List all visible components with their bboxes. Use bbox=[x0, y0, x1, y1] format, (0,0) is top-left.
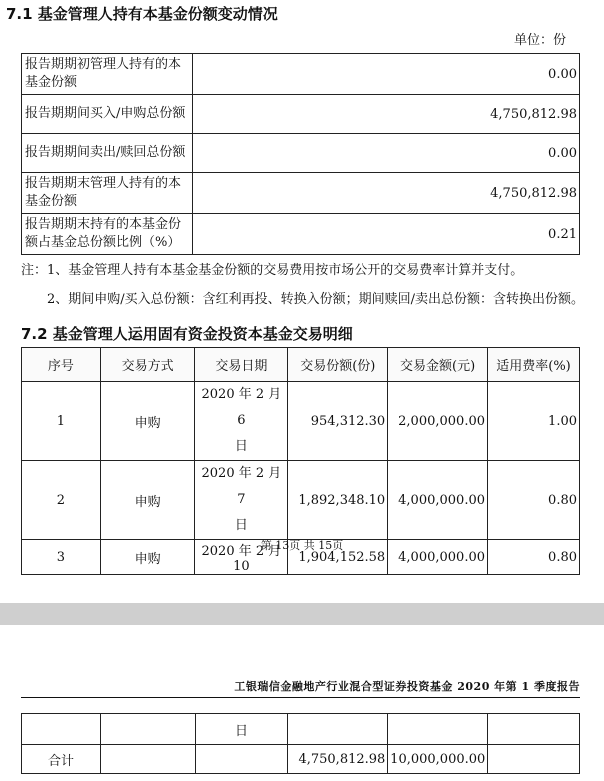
row-label: 报告期期初管理人持有的本基金份额 bbox=[22, 54, 193, 95]
cell-rate bbox=[488, 745, 580, 774]
table-row bbox=[22, 714, 580, 745]
cell-type bbox=[101, 745, 196, 774]
cell-shares: 954,312.30 bbox=[288, 382, 388, 461]
row-value: 0.00 bbox=[193, 54, 580, 95]
row-label: 报告期期间卖出/赎回总份额 bbox=[22, 134, 193, 173]
cell-amount: 4,000,000.00 bbox=[388, 540, 488, 575]
row-value: 4,750,812.98 bbox=[193, 173, 580, 214]
date-line-1: 2020 年 2 月 7 bbox=[201, 466, 282, 507]
report-header: 工银瑞信金融地产行业混合型证券投资基金 2020 年第 1 季度报告 bbox=[234, 680, 580, 693]
cell-date bbox=[195, 461, 288, 540]
cell-rate: 0.80 bbox=[488, 540, 580, 575]
cell-amount: 2,000,000.00 bbox=[388, 382, 488, 461]
table-row bbox=[22, 214, 580, 255]
holding-change-table bbox=[21, 53, 580, 255]
cell-total-amount: 10,000,000.00 bbox=[388, 745, 488, 774]
cell-date: 日 bbox=[195, 714, 288, 745]
table-row bbox=[22, 173, 580, 214]
unit-label: 单位：份 bbox=[514, 33, 567, 48]
row-value: 0.21 bbox=[193, 214, 580, 255]
cell-amount bbox=[388, 714, 488, 745]
table-row bbox=[22, 461, 580, 540]
table-header-row bbox=[22, 348, 580, 382]
table-row bbox=[22, 95, 580, 134]
page-separator bbox=[0, 603, 604, 625]
cell-shares bbox=[288, 714, 388, 745]
cell-no: 2 bbox=[22, 461, 101, 540]
transaction-detail-table-continued bbox=[21, 713, 580, 774]
cell-no bbox=[22, 714, 101, 745]
cell-type: 申购 bbox=[100, 540, 195, 575]
page-number: 第 13页 共 15页 bbox=[260, 539, 344, 552]
table-row bbox=[22, 134, 580, 173]
cell-rate: 0.80 bbox=[488, 461, 580, 540]
col-header-type: 交易方式 bbox=[100, 348, 195, 382]
section-7-1-title: 7.1 基金管理人持有本基金份额变动情况 bbox=[6, 5, 278, 23]
cell-type bbox=[101, 714, 196, 745]
cell-shares: 1,892,348.10 bbox=[288, 461, 388, 540]
cell-rate bbox=[488, 714, 580, 745]
cell-total-shares: 4,750,812.98 bbox=[288, 745, 388, 774]
cell-type: 申购 bbox=[100, 461, 195, 540]
col-header-date: 交易日期 bbox=[195, 348, 288, 382]
col-header-no: 序号 bbox=[22, 348, 101, 382]
section-7-2-title: 7.2 基金管理人运用固有资金投资本基金交易明细 bbox=[21, 325, 353, 343]
col-header-amount: 交易金额(元) bbox=[388, 348, 488, 382]
row-value: 0.00 bbox=[193, 134, 580, 173]
row-label: 报告期期间买入/申购总份额 bbox=[22, 95, 193, 134]
cell-amount: 4,000,000.00 bbox=[388, 461, 488, 540]
cell-shares: 1,904,152.58 bbox=[288, 540, 388, 575]
row-value: 4,750,812.98 bbox=[193, 95, 580, 134]
col-header-shares: 交易份额(份) bbox=[288, 348, 388, 382]
date-line-2: 日 bbox=[234, 518, 248, 533]
cell-date bbox=[195, 382, 288, 461]
note-1: 注：1、基金管理人持有本基金基金份额的交易费用按市场公开的交易费率计算并支付。 bbox=[21, 263, 524, 278]
table-row bbox=[22, 382, 580, 461]
cell-total-label: 合计 bbox=[22, 745, 101, 774]
cell-no: 1 bbox=[22, 382, 101, 461]
cell-date: 2020 年 2 月 10 bbox=[195, 540, 288, 575]
col-header-rate: 适用费率(%) bbox=[488, 348, 580, 382]
date-line-2: 日 bbox=[234, 439, 248, 454]
cell-date bbox=[195, 745, 288, 774]
total-row bbox=[22, 745, 580, 774]
cell-rate: 1.00 bbox=[488, 382, 580, 461]
header-rule bbox=[21, 697, 580, 698]
date-line-1: 2020 年 2 月 6 bbox=[201, 387, 282, 428]
cell-type: 申购 bbox=[100, 382, 195, 461]
cell-no: 3 bbox=[22, 540, 101, 575]
row-label: 报告期期末管理人持有的本基金份额 bbox=[22, 173, 193, 214]
note-2: 2、期间申购/买入总份额：含红利再投、转换入份额；期间赎回/卖出总份额：含转换出份额。 bbox=[47, 292, 585, 307]
table-row bbox=[22, 54, 580, 95]
row-label: 报告期期末持有的本基金份额占基金总份额比例（%） bbox=[22, 214, 193, 255]
